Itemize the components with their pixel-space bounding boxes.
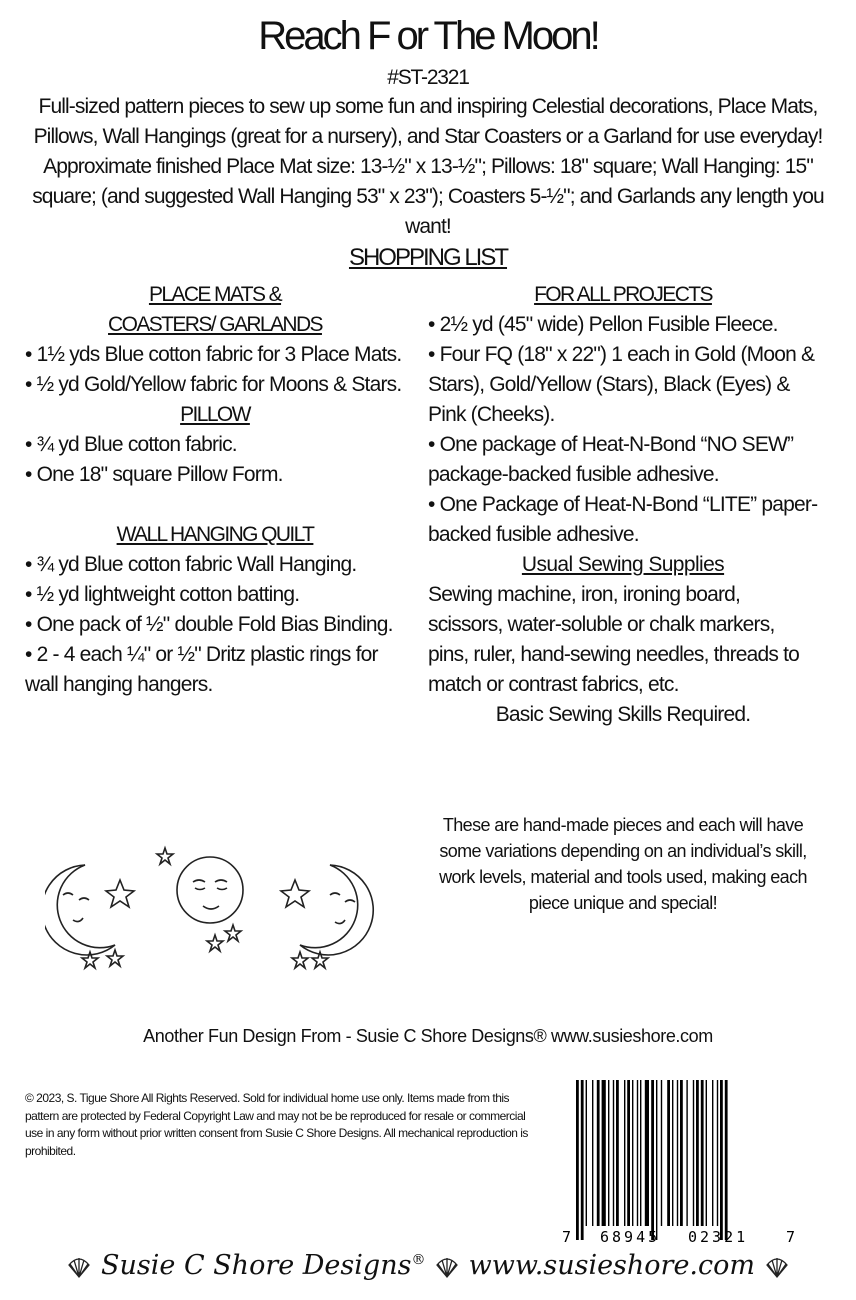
list-item: • ¾ yd Blue cotton fabric Wall Hanging. [25, 553, 357, 576]
supplies-heading: Usual Sewing Supplies [521, 553, 725, 576]
crescent-moon-right-icon [300, 865, 373, 955]
barcode-bar [725, 1080, 728, 1240]
registered-mark: ® [411, 1252, 426, 1268]
list-item: • 2 - 4 each ¼" or ½" Dritz plastic rings for wall hanging hangers. [25, 643, 378, 696]
barcode-bar [667, 1080, 670, 1226]
barcode-bar [677, 1080, 678, 1226]
list-item: • One Package of Heat-N-Bond “LITE” paper-backed fusible adhesive. [428, 493, 818, 546]
barcode-bar [645, 1080, 649, 1226]
barcode-bar [701, 1080, 704, 1226]
barcode-bar [661, 1080, 662, 1226]
barcode [560, 1080, 800, 1245]
barcode-bar [613, 1080, 614, 1226]
supplies-text: Sewing machine, iron, ironing board, scissors, water-soluble or chalk markers, pins, ruler, hand-sewing needles, threads to match or contrast fabrics, etc. [428, 583, 800, 696]
barcode-left-digit: 7 [562, 1228, 572, 1245]
website-url[interactable]: www.susieshore.com [468, 1250, 755, 1281]
star-icon [106, 880, 134, 907]
barcode-bar [597, 1080, 600, 1226]
list-item: • 1½ yds Blue cotton fabric for 3 Place Mats. [25, 343, 402, 366]
star-icon [225, 925, 241, 941]
page-title: Reach F or The Moon! [258, 14, 598, 58]
placemats-heading-2: COASTERS/ GARLANDS [108, 313, 322, 336]
list-item: • One 18" square Pillow Form. [25, 463, 283, 486]
barcode-bar [712, 1080, 713, 1226]
shopping-list-heading: SHOPPING LIST [348, 244, 508, 271]
barcode-bar [627, 1080, 630, 1226]
list-item: • ¾ yd Blue cotton fabric. [25, 433, 237, 456]
all-projects-heading: FOR ALL PROJECTS [534, 283, 712, 306]
barcode-bar [586, 1080, 587, 1226]
barcode-bar [651, 1080, 654, 1240]
barcode-bar [640, 1080, 641, 1226]
disclaimer: These are hand-made pieces and each will have some variations depending on an individual’s skill, work levels, material and tools used, making each piece unique and special! [439, 815, 807, 913]
star-icon [207, 935, 223, 951]
barcode-bar [592, 1080, 593, 1226]
barcode-bar [672, 1080, 673, 1226]
placemats-heading: PLACE MATS & [148, 283, 282, 306]
barcode-bar [616, 1080, 619, 1226]
barcode-bar [637, 1080, 638, 1226]
moon-illustrations [45, 840, 375, 980]
pattern-number: #ST-2321 [387, 66, 469, 89]
pillow-heading: PILLOW [180, 403, 250, 426]
barcode-right-digit: 7 [786, 1228, 796, 1245]
brand-name: Susie C Shore Designs [101, 1250, 412, 1281]
right-column [428, 280, 818, 730]
barcode-bar [696, 1080, 699, 1226]
barcode-group-2: 02321 [688, 1228, 749, 1245]
barcode-bar [608, 1080, 609, 1226]
skills-note: Basic Sewing Skills Required. [495, 703, 751, 726]
copyright-notice: © 2023, S. Tigue Shore All Rights Reserved. Sold for individual home use only. Items made from this pattern are protected by Federal Copyright Law and may not be be reproduced for resale or commercial use in any form without prior written consent from Susie C Shore Designs. All mechanical reproduction is prohibited. [25, 1091, 528, 1158]
list-item: • ½ yd lightweight cotton batting. [25, 583, 300, 606]
barcode-bar [624, 1080, 625, 1226]
left-column [25, 280, 405, 700]
star-icon [281, 880, 309, 907]
barcode-bar [576, 1080, 579, 1240]
list-item: • 2½ yd (45" wide) Pellon Fusible Fleece. [428, 313, 778, 336]
shell-icon [66, 1255, 92, 1279]
shell-icon [764, 1255, 790, 1279]
list-item: • One package of Heat-N-Bond “NO SEW” package-backed fusible adhesive. [428, 433, 794, 486]
footer-brand [0, 1250, 856, 1281]
barcode-bar [693, 1080, 694, 1226]
star-icon [107, 950, 123, 966]
star-icon [292, 952, 308, 968]
barcode-bar [686, 1080, 687, 1226]
barcode-bar [632, 1080, 633, 1226]
barcode-bar [680, 1080, 683, 1226]
list-item: • ½ yd Gold/Yellow fabric for Moons & Stars. [25, 373, 402, 396]
barcode-bar [717, 1080, 718, 1226]
barcode-group-1: 68945 [600, 1228, 661, 1245]
designer-credit: Another Fun Design From - Susie C Shore Designs® www.susieshore.com [143, 1026, 713, 1046]
intro-paragraph: Full-sized pattern pieces to sew up some fun and inspiring Celestial decorations, Place Mats, Pillows, Wall Hangings (great for a nursery), and Star Coasters or a Garland for use everyday! Approximate finished Place Mat size: 13-½" x 13-½"; Pillows: 18" square; Wall Hanging: 15" square; (and suggested Wall Hanging 53" x 23"); Coasters 5-½"; and Garlands any length you want! [32, 95, 824, 238]
barcode-bar [602, 1080, 606, 1226]
barcode-bar [581, 1080, 584, 1240]
list-item: • Four FQ (18" x 22") 1 each in Gold (Moon & Stars), Gold/Yellow (Stars), Black (Eyes) & Pink (Cheeks). [428, 343, 815, 426]
barcode-bar [720, 1080, 723, 1240]
barcode-bar [706, 1080, 707, 1226]
crescent-moon-left-icon [45, 865, 115, 955]
wall-hanging-heading: WALL HANGING QUILT [116, 523, 314, 546]
star-icon [157, 848, 173, 864]
shell-icon [434, 1255, 460, 1279]
barcode-bar [656, 1080, 657, 1240]
list-item: • One pack of ½" double Fold Bias Binding. [25, 613, 393, 636]
full-moon-face-icon [177, 857, 243, 923]
